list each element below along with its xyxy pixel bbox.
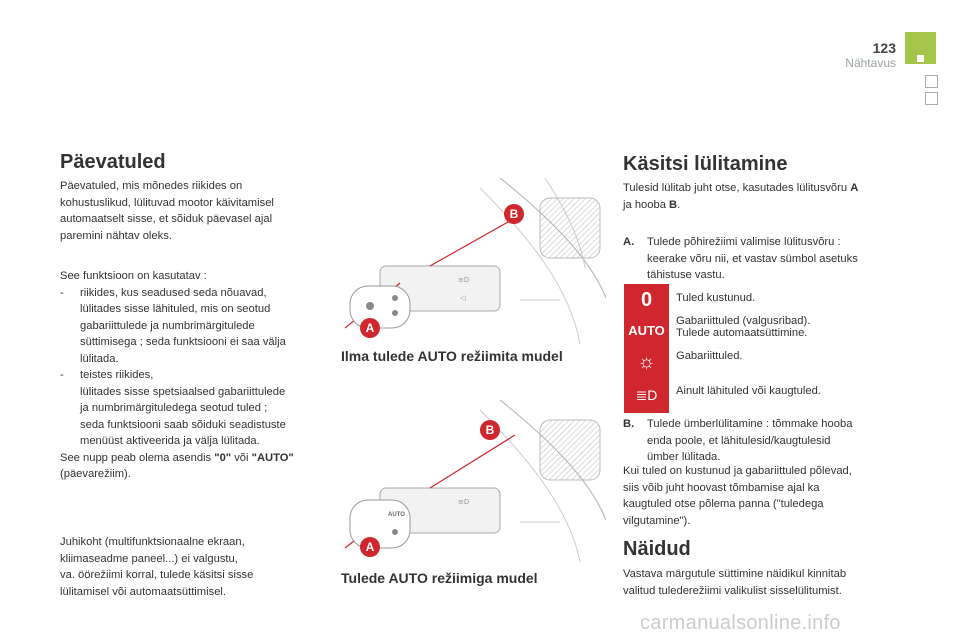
intro-text: ja hooba (623, 198, 670, 211)
svg-text:◁: ◁ (460, 294, 466, 302)
intro-line: automaatselt sisse, et sõiduk päevasel ajal (60, 213, 273, 225)
svg-text:≡D: ≡D (458, 498, 470, 506)
stalk-auto-label: AUTO (388, 512, 405, 518)
bullet-line: lülitades sisse lähituled, mis on seotud (80, 303, 271, 315)
stalk-drawing (340, 178, 606, 344)
button-text-suffix: (päevarežiim). (60, 468, 131, 480)
button-text-prefix: See nupp peab olema asendis (60, 451, 215, 464)
item-a-line: keerake võru nii, et vastav sümbol asetuks (647, 252, 858, 265)
symbol-text-auto-1: Gabariittuled (valgusribad). (676, 315, 811, 327)
stalk-illustration-auto (340, 400, 606, 562)
symbol-text-auto-2: Tulede automaatsüttimine. (676, 327, 808, 339)
indicators-text (623, 566, 913, 599)
flash-line: siis võib juht hoovast tõmbamise ajal ka (623, 481, 820, 494)
bullet-1 (60, 285, 322, 368)
svg-text:≡D: ≡D (458, 276, 470, 284)
intro-ref-b: B (669, 198, 678, 211)
button-position-text (60, 450, 322, 467)
indicators-title: Näidud (623, 538, 691, 560)
stalk-drawing (340, 400, 606, 562)
item-a-label: A. (623, 236, 635, 248)
note-line: va. öörežiimi korral, tulede käsitsi sisse (60, 569, 254, 581)
indicators-line: valitud tulederežiimi valikulist sisselülitumist. (623, 584, 842, 597)
chapter-tab-marker (917, 55, 924, 62)
chapter-tab-empty-2 (925, 92, 938, 105)
item-b-label: B. (623, 418, 635, 430)
flash-line: kaugtuled otse põlema panna ("tuledega (623, 498, 824, 510)
watermark: carmanualsonline.info (640, 612, 841, 634)
item-a-line: tähistuse vastu. (647, 269, 725, 281)
bullet-line: seda funktsiooni saab sõiduki seadistuste (80, 418, 286, 431)
bullet-dash: - (60, 369, 64, 381)
marker-b-bottom: B (480, 420, 500, 440)
ring-symbols-strip (624, 284, 669, 413)
bullet-dash: - (60, 286, 64, 299)
stalk-illustration-no-auto (340, 178, 606, 344)
intro-line: Päevatuled, mis mõnedes riikides on (60, 180, 243, 192)
auto-icon: AUTO (628, 322, 665, 338)
intro-line: paremini nähtav oleks. (60, 229, 172, 242)
page-number: 123 (872, 40, 896, 56)
manual-switching-title: Käsitsi lülitamine (623, 153, 788, 175)
intro-end: . (677, 198, 681, 211)
manual-intro-line-2 (623, 197, 893, 214)
manual-intro (623, 180, 893, 213)
note-line: Juhikoht (multifunktsionaalne ekraan, (60, 536, 245, 548)
zero-icon: 0 (640, 288, 653, 311)
item-b-line: enda poole, et lähitulesid/kaugtulesid (647, 434, 831, 447)
symbol-text-off: Tuled kustunud. (676, 292, 756, 304)
intro-line: kohustuslikud, lülituvad mootor käivitamisel (60, 196, 274, 209)
daytime-lights-title: Päevatuled (60, 151, 166, 173)
manual-intro-line-1 (623, 180, 893, 197)
flash-line: Kui tuled on kustunud ja gabariittuled põlevad, (623, 465, 852, 477)
bullet-line: gabariittulede ja numbrimärgitulede (80, 319, 255, 332)
dashboard-note (60, 534, 322, 600)
caption-auto: Tulede AUTO režiimiga mudel (341, 570, 538, 586)
item-a (623, 234, 893, 284)
item-b-line: ümber lülitada. (647, 451, 721, 463)
item-b-line: Tulede ümberlülitamine : tõmmake hooba (647, 418, 853, 430)
bullet-line: teistes riikides, (80, 369, 154, 381)
item-a-line: Tulede põhirežiimi valimise lülitusvõru : (647, 236, 841, 248)
caption-no-auto: Ilma tulede AUTO režiimita mudel (341, 348, 563, 364)
bullet-line: lülitada. (80, 352, 119, 365)
daytime-usage (60, 268, 322, 483)
indicators-line: Vastava märgutule süttimine näidikul kinnitab (623, 568, 847, 580)
button-value-zero: "0" (214, 451, 232, 464)
intro-ref-a: A (850, 182, 859, 194)
bullet-line: riikides, kus seadused seda nõuavad, (80, 286, 267, 299)
headlights-icon: ≣D (635, 386, 658, 403)
marker-a-top: A (360, 318, 380, 338)
bullet-2 (60, 367, 322, 450)
section-title: Nähtavus (845, 56, 896, 70)
symbol-text-side: Gabariittuled. (676, 350, 743, 362)
bullet-line: süttimisega ; seda funktsiooni ei saa välja (80, 336, 286, 348)
marker-a-bottom: A (360, 537, 380, 557)
bullet-line: lülitades sisse spetsiaalsed gabariittulede (80, 385, 286, 398)
marker-b-top: B (504, 204, 524, 224)
flash-note (623, 463, 893, 529)
symbol-text-head: Ainult lähituled või kaugtuled. (676, 385, 821, 397)
bullet-line: ja numbrimärgituledega seotud tuled ; (80, 402, 268, 414)
intro-text: Tulesid lülitab juht otse, kasutades lülitusvõru (623, 182, 851, 194)
button-text-or: või (231, 451, 252, 464)
button-value-auto: "AUTO" (251, 451, 294, 464)
side-lights-icon: ☼ (637, 350, 656, 373)
chapter-tab-empty-1 (925, 75, 938, 88)
bullet-line: menüüst aktiveerida ja välja lülitada. (80, 435, 260, 447)
daytime-intro (60, 178, 322, 244)
item-b (623, 416, 893, 466)
note-line: kliimaseadme paneel...) ei valgustu, (60, 552, 238, 565)
usage-title: See funktsioon on kasutatav : (60, 270, 207, 282)
flash-line: vilgutamine"). (623, 514, 691, 527)
note-line: lülitamisel või automaatsüttimisel. (60, 585, 227, 598)
